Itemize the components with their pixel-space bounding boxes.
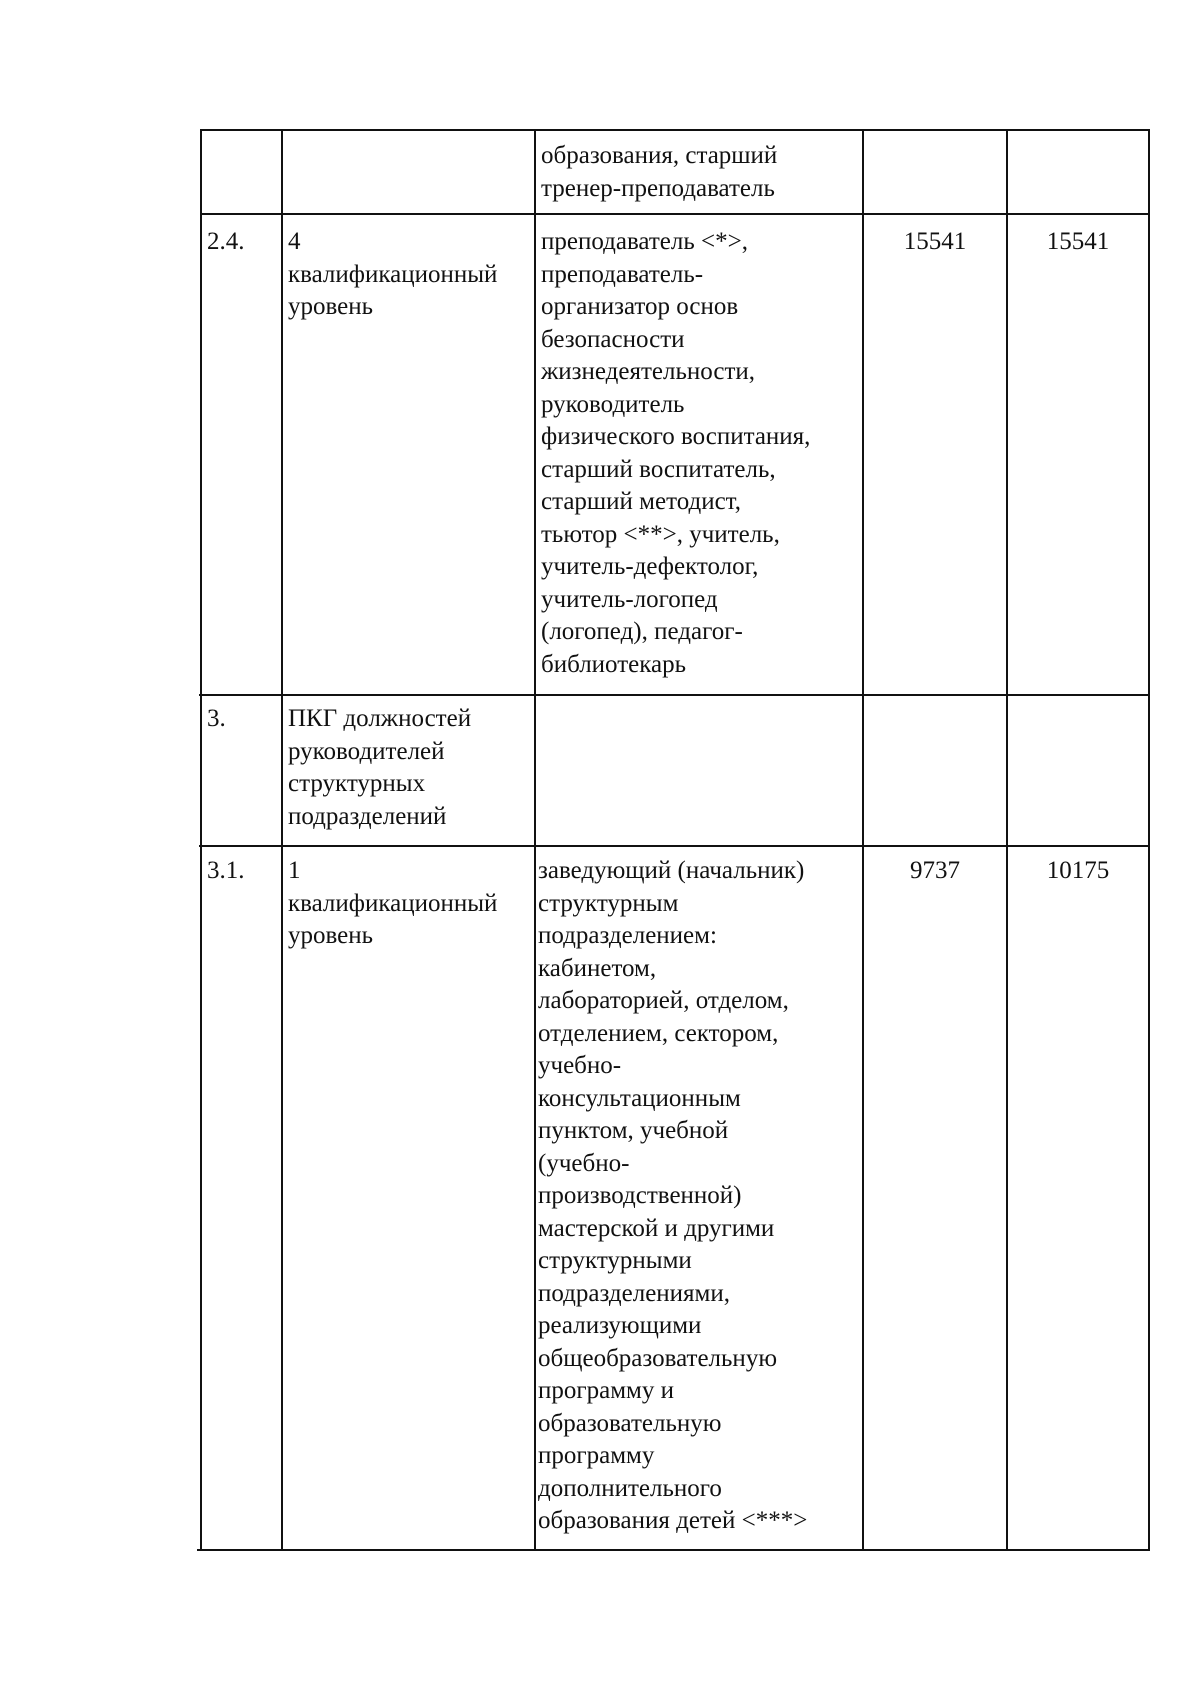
table-rule	[534, 129, 536, 1551]
row-number-cell: 3.	[207, 705, 226, 732]
qualification-level-cell: 1 квалификационный уровень	[288, 857, 498, 949]
table-rule	[200, 129, 202, 1551]
qualification-group-cell: ПКГ должностей руководителей структурных подразделений	[288, 705, 472, 830]
salary-value-cell: 9737	[910, 857, 960, 884]
table-rule	[1006, 129, 1008, 1551]
position-list-cell: образования, старший тренер-преподаватель	[541, 142, 778, 202]
position-list-cell: заведующий (начальник) структурным подразделением: кабинетом, лабораторией, отделом, отделением, сектором, учебно- консультационным пунктом, учебной (учебно- производственной) мастерской и другими структурными подразделениями, реализующими общеобразовательную программу и образовательную программу дополнительного образования детей <***>	[538, 857, 808, 1534]
salary-value-cell: 15541	[1046, 228, 1110, 255]
position-list-cell: преподаватель <*>, преподаватель- организатор основ безопасности жизнедеятельности, руководитель физического воспитания, старший воспитатель, старший методист, тьютор <**>, учитель, учитель-дефектолог, учитель-логопед (логопед), педагог- библиотекарь	[541, 228, 811, 678]
table-rule	[862, 129, 864, 1551]
table-rule	[281, 129, 283, 1551]
salary-value-cell: 10175	[1046, 857, 1110, 884]
salary-value-cell: 15541	[903, 228, 967, 255]
table-rule	[1148, 129, 1150, 1551]
qualification-level-cell: 4 квалификационный уровень	[288, 228, 498, 320]
row-number-cell: 3.1.	[207, 857, 245, 884]
row-number-cell: 2.4.	[207, 228, 245, 255]
